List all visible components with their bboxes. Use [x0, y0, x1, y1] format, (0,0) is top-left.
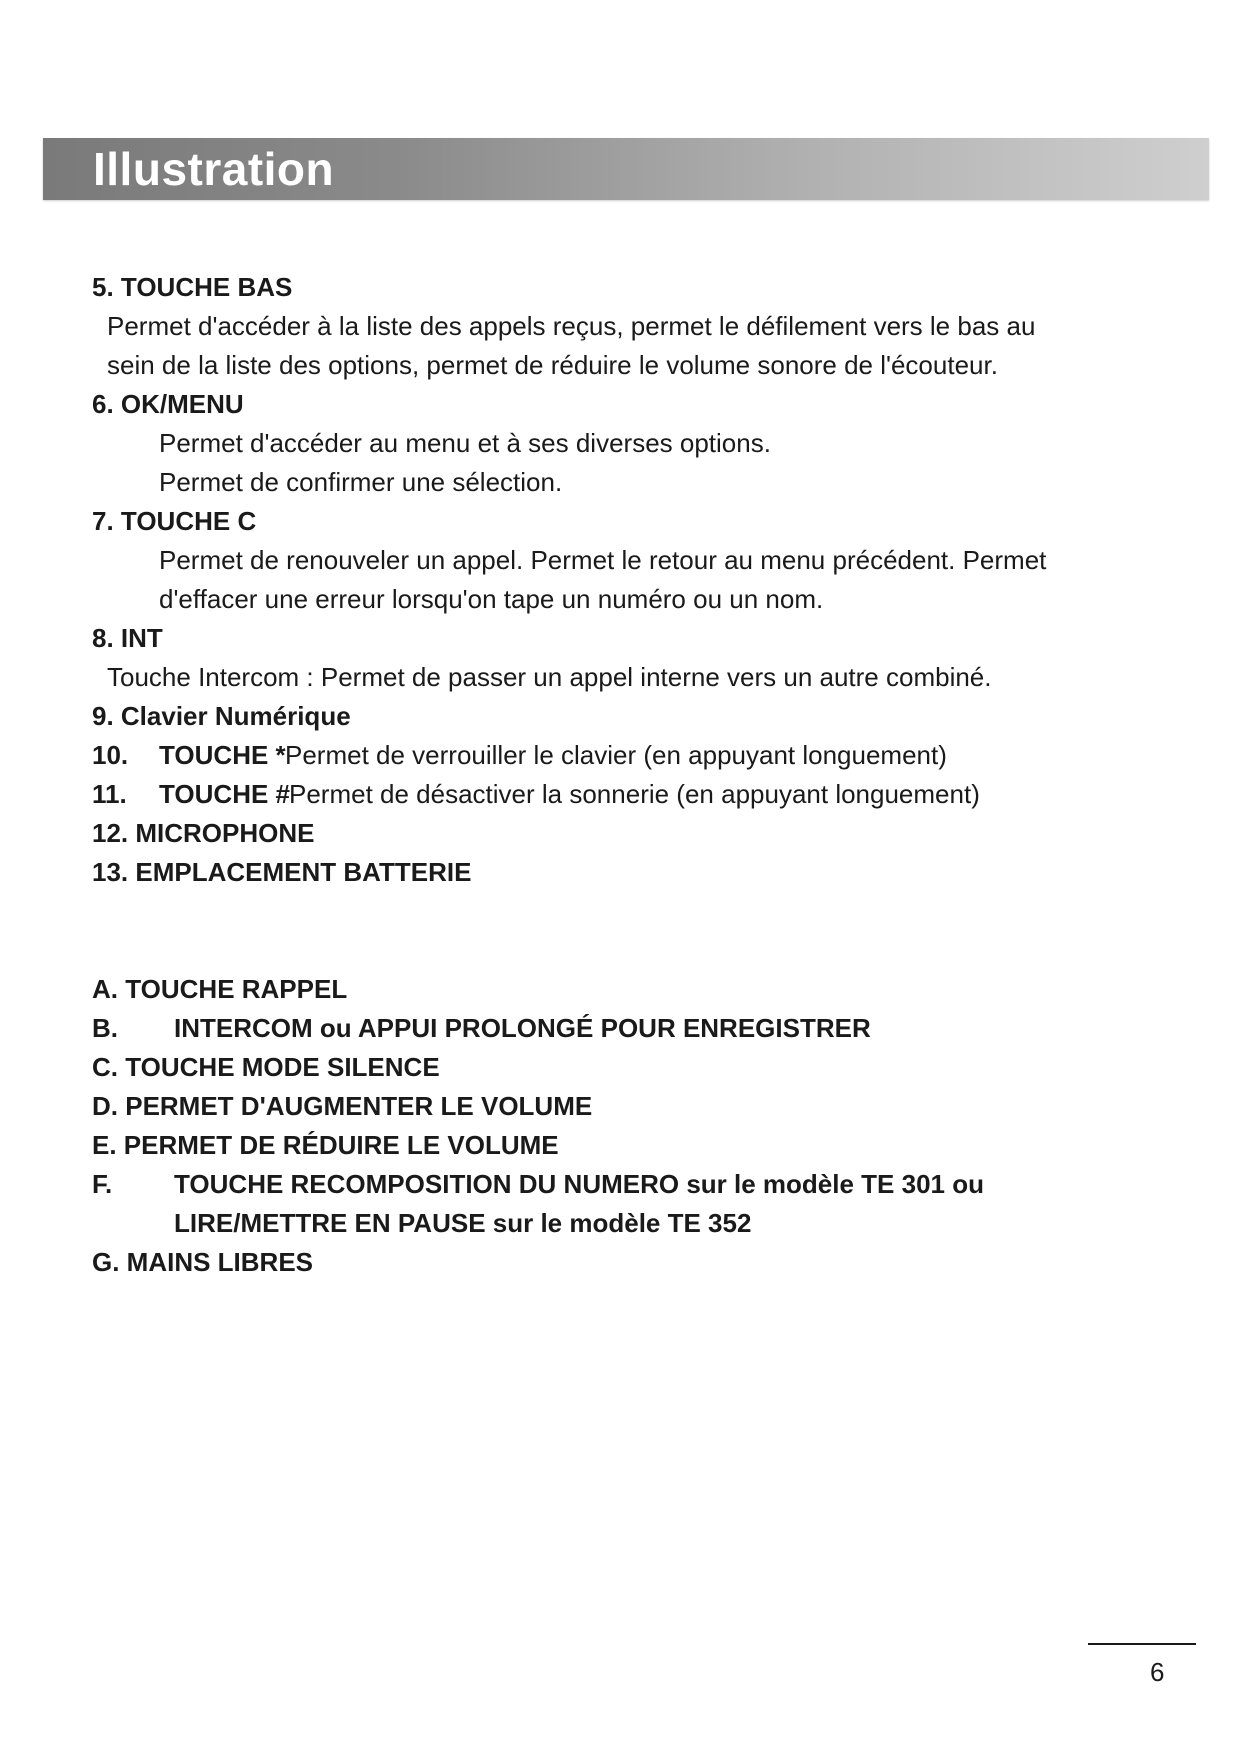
item-8-desc: Touche Intercom : Permet de passer un appel interne vers un autre combiné. [107, 662, 992, 692]
base-item-c: C. TOUCHE MODE SILENCE [92, 1052, 440, 1082]
base-item-f [92, 1169, 984, 1199]
item-7-title: 7. TOUCHE C [92, 506, 257, 536]
item-6-desc-line-1: Permet d'accéder au menu et à ses diverses options. [159, 428, 771, 458]
item-5-title: 5. TOUCHE BAS [92, 272, 293, 302]
item-11-number: 11. [92, 779, 127, 809]
item-10-label: TOUCHE * [159, 740, 286, 770]
item-6-desc-line-2: Permet de confirmer une sélection. [159, 467, 563, 497]
item-7-desc-line-1: Permet de renouveler un appel. Permet le retour au menu précédent. Permet [159, 545, 1047, 575]
item-9-title: 9. Clavier Numérique [92, 701, 351, 731]
item-12-title: 12. MICROPHONE [92, 818, 315, 848]
item-11-label: TOUCHE # [159, 779, 290, 809]
base-item-b [92, 1013, 871, 1043]
base-item-d: D. PERMET D'AUGMENTER LE VOLUME [92, 1091, 593, 1121]
item-11-desc: Permet de désactiver la sonnerie (en appuyant longuement) [289, 779, 980, 809]
footer-rule [1088, 1643, 1196, 1645]
section-title: Illustration [93, 143, 335, 195]
item-8-title: 8. INT [92, 623, 163, 653]
item-5-desc-line-2: sein de la liste des options, permet de réduire le volume sonore de l'écouteur. [107, 350, 998, 380]
base-item-f-text-line-2: LIRE/METTRE EN PAUSE sur le modèle TE 352 [174, 1208, 752, 1238]
base-item-b-text: INTERCOM ou APPUI PROLONGÉ POUR ENREGISTRER [174, 1013, 871, 1043]
item-10-number: 10. [92, 740, 129, 770]
item-10 [92, 740, 947, 770]
item-6-title: 6. OK/MENU [92, 389, 244, 419]
base-item-e: E. PERMET DE RÉDUIRE LE VOLUME [92, 1130, 559, 1160]
item-10-desc: Permet de verrouiller le clavier (en appuyant longuement) [285, 740, 947, 770]
item-11 [92, 779, 980, 809]
item-7-desc-line-2: d'effacer une erreur lorsqu'on tape un numéro ou un nom. [159, 584, 824, 614]
page-number: 6 [1150, 1657, 1165, 1687]
base-item-g: G. MAINS LIBRES [92, 1247, 314, 1277]
section-banner [43, 138, 1209, 200]
item-13-title: 13. EMPLACEMENT BATTERIE [92, 857, 472, 887]
base-item-a: A. TOUCHE RAPPEL [92, 974, 348, 1004]
base-item-f-letter: F. [92, 1169, 113, 1199]
base-item-f-text-line-1: TOUCHE RECOMPOSITION DU NUMERO sur le modèle TE 301 ou [174, 1169, 984, 1199]
base-item-b-letter: B. [92, 1013, 118, 1043]
item-5-desc-line-1: Permet d'accéder à la liste des appels reçus, permet le défilement vers le bas au [107, 311, 1036, 341]
